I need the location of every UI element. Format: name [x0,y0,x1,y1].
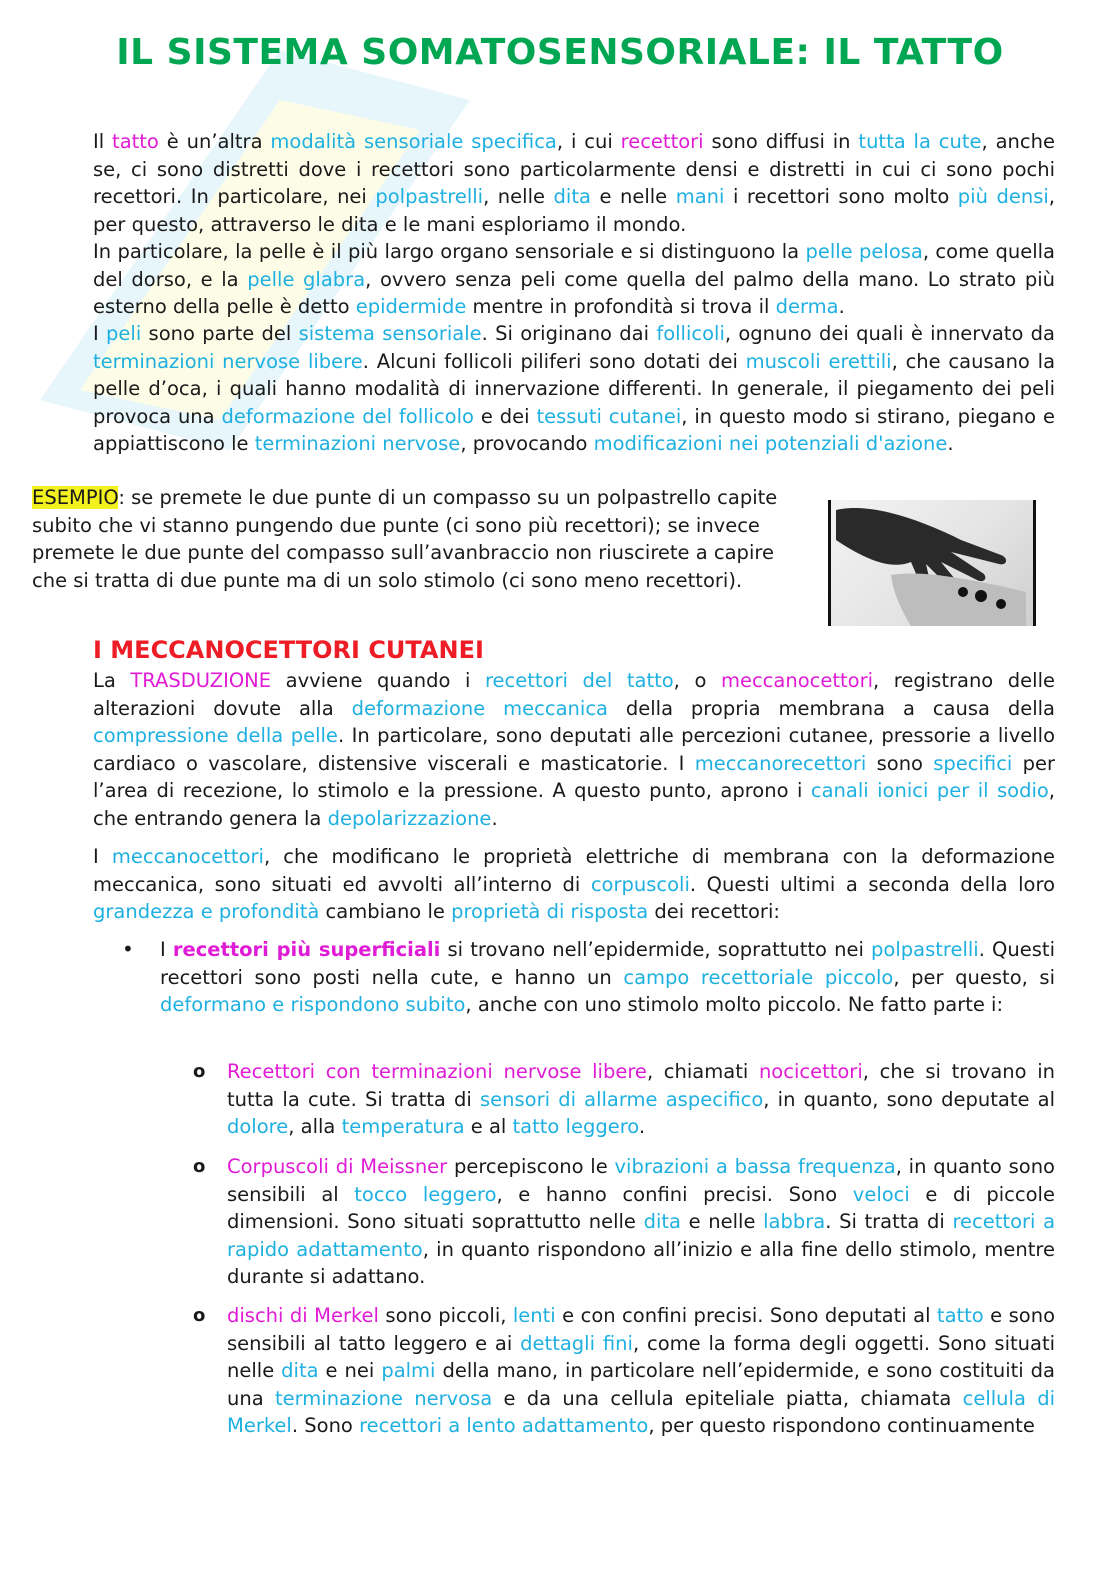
paragraph-tatto: Il tatto è un’altra modalità sensoriale specifica, i cui recettori sono diffusi in tutta la cute, anche se, ci sono distretti dove i recettori sono particolarmente densi e distretti in cui ci sono pochi recettori. In particolare, nei polpastrelli, nelle dita e nelle mani i recettori sono molto più densi, per questo, attraverso le dita e le mani esploriamo il mondo. [93,130,1055,236]
paragraph-trasduzione: La TRASDUZIONE avviene quando i recettori del tatto, o meccanocettori, registrano delle alterazioni dovute alla deformazione meccanica della propria membrana a causa della compressione della pelle. In particolare, sono deputati alle percezioni cutanee, pressorie a livello cardiaco o vascolare, distensive viscerali e masticatorie. I meccanorecettori sono specifici per l’area di recezione, lo stimolo e la pressione. A questo punto, aprono i canali ionici per il sodio, che entrando genera la depolarizzazione. [93,669,1056,830]
hands-photo [828,500,1036,626]
bullet-superficiali: I recettori più superficiali si trovano nell’epidermide, soprattutto nei polpastrelli. Questi recettori sono posti nella cute, e hanno un campo recettoriale piccolo, per questo, si deformano e rispondono subito, anche con uno stimolo molto piccolo. Ne fatto parte i: [160,938,1055,1016]
sub-item-meissner: Corpuscoli di Meissner percepiscono le vibrazioni a bassa frequenza, in quanto sono sensibili al tocco leggero, e hanno confini precisi. Sono veloci e di piccole dimensioni. Sono situati soprattutto nelle dita e nelle labbra. Si tratta di recettori a rapido adattamento, in quanto rispondono all’inizio e alla fine dello stimolo, mentre durante si adattano. [227,1155,1056,1288]
sub-item-nocicettori: Recettori con terminazioni nervose libere, chiamati nocicettori, che si trovano in tutta la cute. Si tratta di sensori di allarme aspecifico, in quanto, sono deputate al dolore, alla temperatura e al tatto leggero. [227,1060,1056,1138]
sub-bullet-marker: o [193,1156,206,1177]
sub-bullet-marker: o [193,1061,206,1082]
sub-bullet-marker: o [193,1305,206,1326]
example-paragraph: ESEMPIO: se premete le due punte di un compasso su un polpastrello capite subito che vi stanno pungendo due punte (ci sono più recettori); se invece premete le due punte del compasso sull’avanbraccio non riuscirete a capire che si tratta di due punte ma di un solo stimolo (ci sono meno recettori). [32,486,778,592]
paragraph-corpuscoli: I meccanocettori, che modificano le proprietà elettriche di membrana con la deformazione meccanica, sono situati ed avvolti all’interno di corpuscoli. Questi ultimi a seconda della loro grandezza e profondità cambiano le proprietà di risposta dei recettori: [93,845,1056,923]
sub-item-merkel: dischi di Merkel sono piccoli, lenti e con confini precisi. Sono deputati al tatto e sono sensibili al tatto leggero e ai dettagli fini, come la forma degli oggetti. Sono situati nelle dita e nei palmi della mano, in particolare nell’epidermide, e sono costituiti da una terminazione nervosa e da una cellula epiteliale piatta, chiamata cellula di Merkel. Sono recettori a lento adattamento, per questo rispondono continuamente [227,1304,1056,1437]
page-title: IL SISTEMA SOMATOSENSORIALE: IL TATTO [116,32,1004,73]
example-label: ESEMPIO [32,486,119,509]
section-heading: I MECCANOCETTORI CUTANEI [93,636,484,664]
hands-illustration [831,500,1033,626]
paragraph-peli: I peli sono parte del sistema sensoriale. Si originano dai follicoli, ognuno dei quali è innervato da terminazioni nervose libere. Alcuni follicoli piliferi sono dotati dei muscoli erettili, che causano la pelle d’oca, i quali hanno modalità di innervazione differenti. In generale, il piegamento dei peli provoca una deformazione del follicolo e dei tessuti cutanei, in questo modo si stirano, piegano e appiattiscono le terminazioni nervose, provocando modificazioni nei potenziali d'azione. [93,322,1056,455]
paragraph-pelle: In particolare, la pelle è il più largo organo sensoriale e si distinguono la pelle pelosa, come quella del dorso, e la pelle glabra, ovvero senza peli come quella del palmo della mano. Lo strato più esterno della pelle è detto epidermide mentre in profondità si trova il derma. [93,240,1055,318]
bullet-marker: • [122,937,134,961]
